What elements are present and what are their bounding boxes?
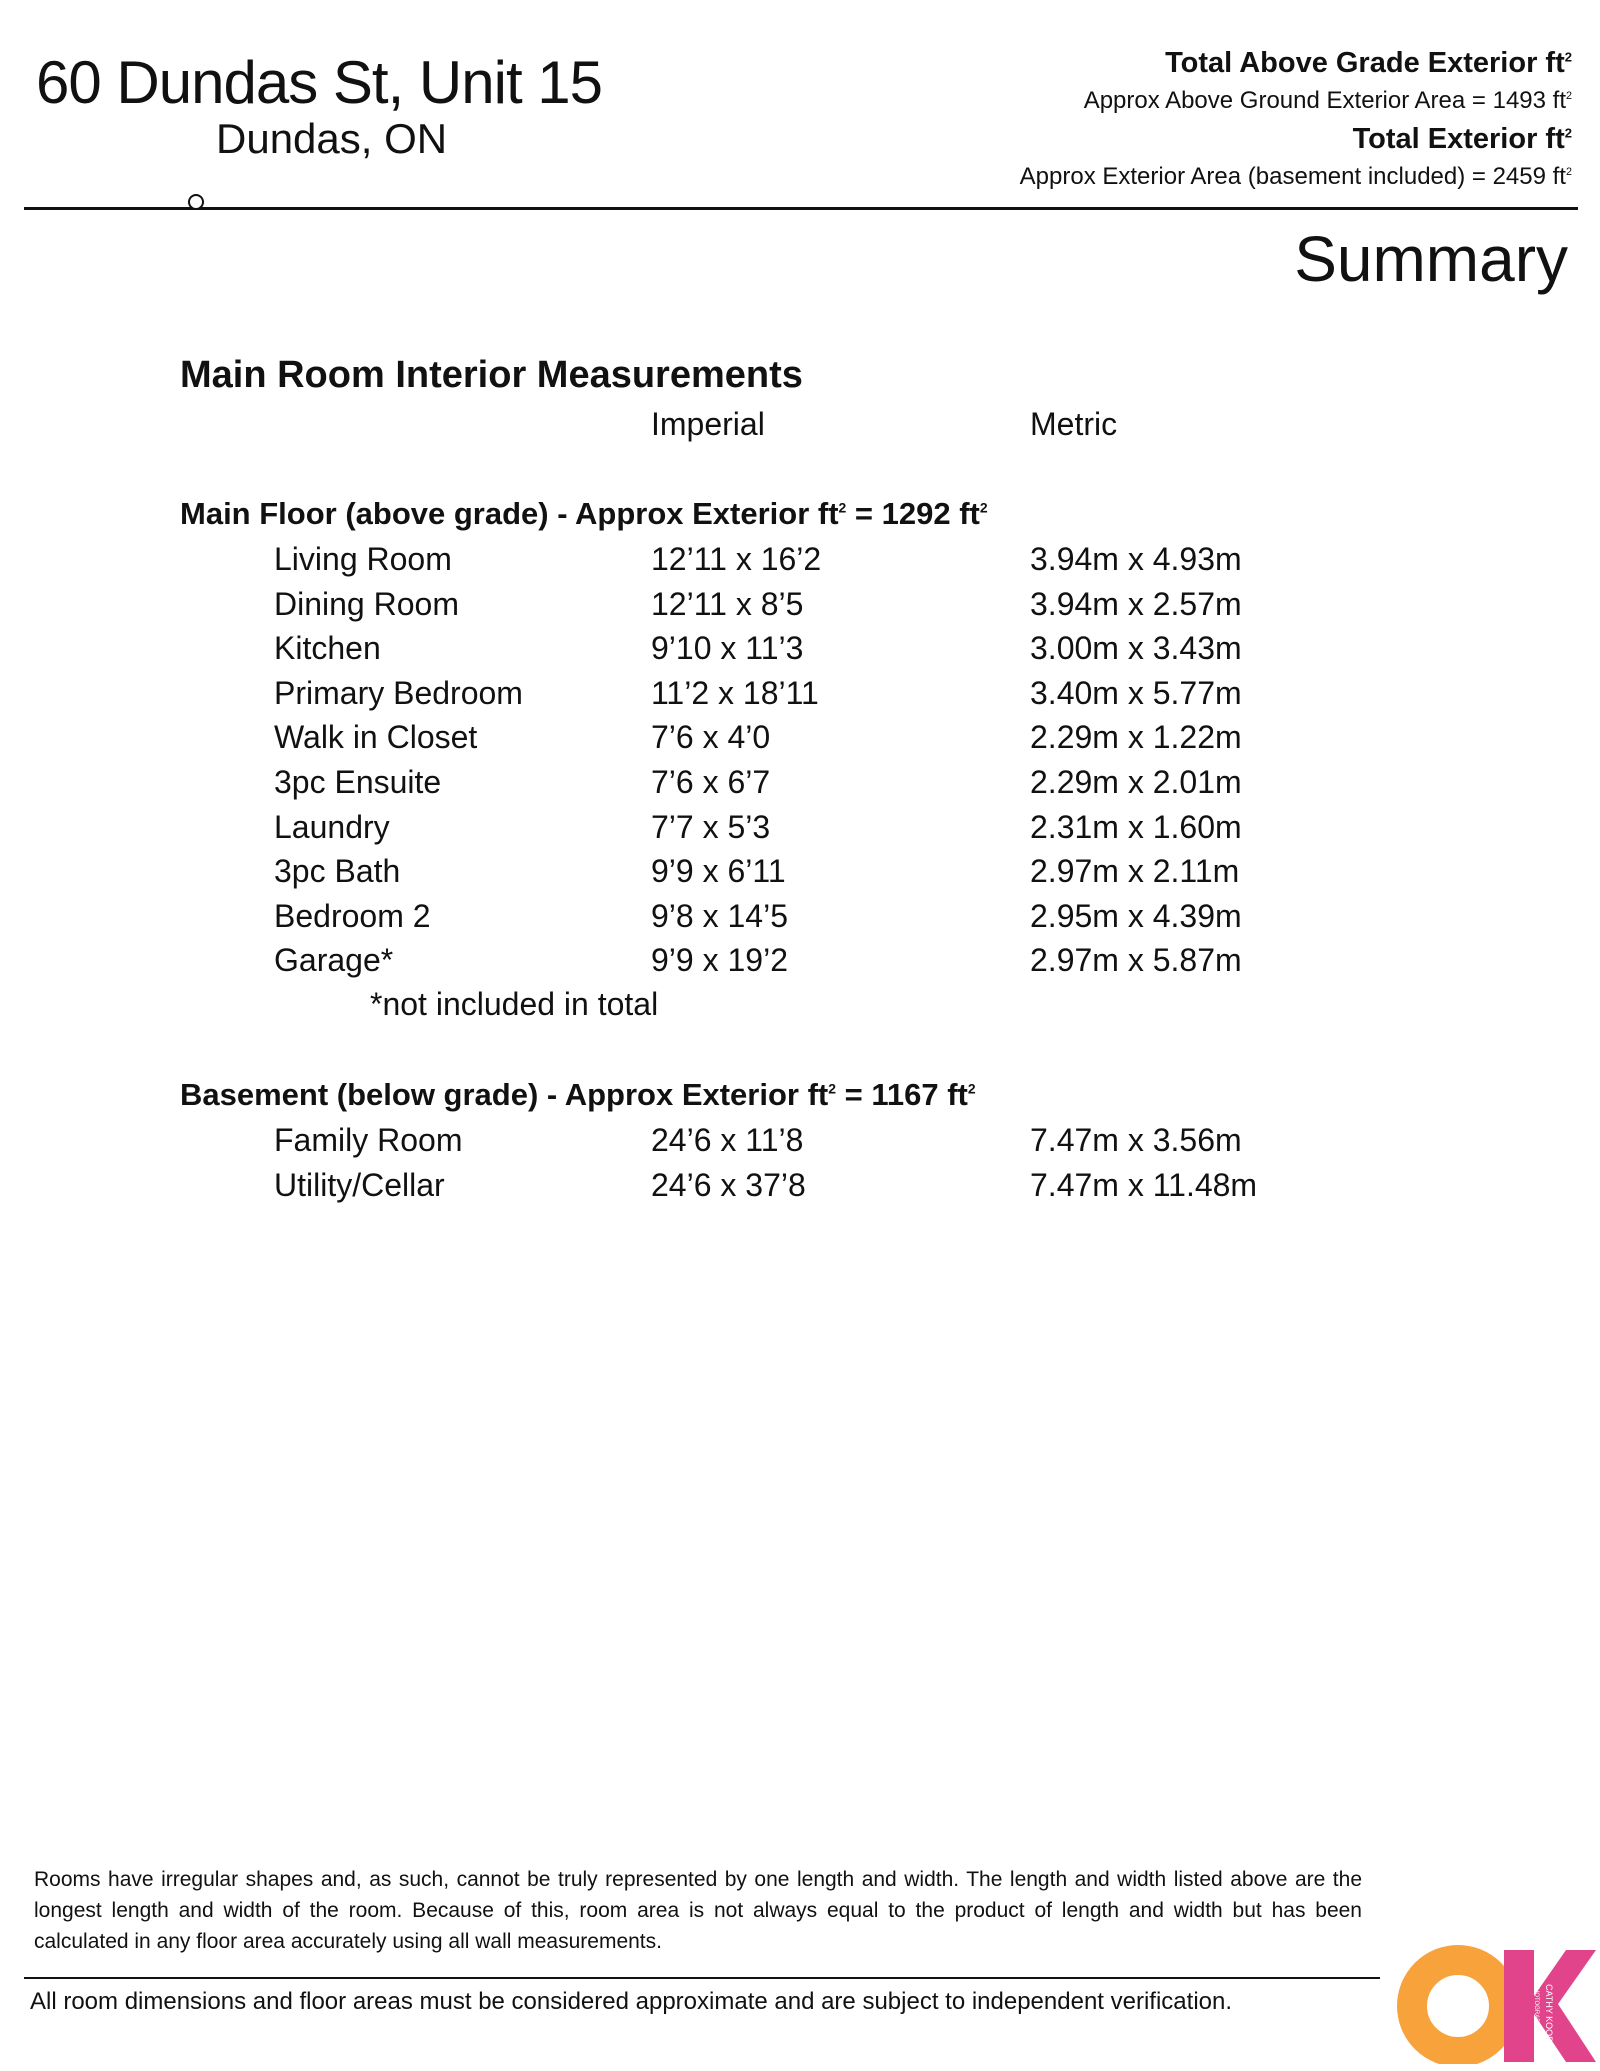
room-metric-size: 2.29m x 1.22m (1030, 719, 1242, 756)
room-name: Garage* (274, 942, 394, 979)
logo-tagline-text: PHOTOGRAPHY (1533, 1984, 1539, 2031)
room-row (0, 809, 1600, 854)
room-name: 3pc Bath (274, 853, 401, 890)
column-header-imperial: Imperial (651, 406, 765, 442)
room-row (0, 898, 1600, 943)
room-imperial-size: 7’7 x 5’3 (651, 808, 771, 845)
room-imperial-size: 7’6 x 6’7 (651, 763, 771, 800)
room-imperial-size: 7’6 x 4’0 (651, 719, 771, 756)
property-city: Dundas, ON (216, 115, 448, 162)
room-metric-size: 2.31m x 1.60m (1030, 808, 1242, 845)
logo-o-shape (1412, 1960, 1504, 2052)
above-grade-title: Total Above Grade Exterior $ft^2$ (1165, 47, 1572, 79)
room-metric-size: 7.47m x 3.56m (1030, 1122, 1242, 1158)
room-row (0, 1167, 1600, 1212)
main-floor-room-list (0, 541, 1600, 987)
room-row (0, 675, 1600, 720)
room-imperial-size: 12’11 x 16’2 (651, 541, 822, 577)
room-metric-size: 2.97m x 5.87m (1030, 942, 1242, 979)
disclaimer-text: Rooms have irregular shapes and, as such, cannot be truly represented by one length and width. The length and width listed above are the longest length and width of the room. Because of this, room area is not always equal to the product of length and width but has been calculated in any floor area accurately using all wall measurements. (34, 1868, 1362, 1953)
room-imperial-size: 11’2 x 18’11 (651, 674, 819, 711)
room-metric-size: 3.94m x 4.93m (1030, 541, 1242, 577)
room-name: Kitchen (274, 630, 381, 667)
page-title: Summary (1294, 223, 1568, 295)
room-row (0, 1122, 1600, 1167)
room-row (0, 942, 1600, 987)
room-name: Laundry (274, 808, 390, 845)
cathy-koop-logo (1396, 1944, 1596, 2064)
room-row (0, 719, 1600, 764)
room-imperial-size: 9’9 x 19’2 (651, 942, 788, 979)
room-metric-size: 3.40m x 5.77m (1030, 674, 1242, 711)
room-name: Living Room (274, 541, 452, 577)
room-metric-size: 7.47m x 11.48m (1030, 1166, 1258, 1203)
room-imperial-size: 24’6 x 11’8 (651, 1122, 804, 1158)
room-row (0, 586, 1600, 631)
garage-note: *not included in total (370, 986, 659, 1022)
room-metric-size: 3.00m x 3.43m (1030, 630, 1242, 667)
room-row (0, 541, 1600, 586)
room-row (0, 853, 1600, 898)
logo-name-text: CATHY KOOP (1544, 1984, 1554, 2043)
main-floor-heading: Main Floor (above grade) - Approx Exterior $ft^2 = 1292$ $ft^2$ (180, 496, 988, 531)
room-imperial-size: 24’6 x 37’8 (651, 1166, 806, 1203)
room-metric-size: 2.29m x 2.01m (1030, 763, 1242, 800)
room-metric-size: 2.95m x 4.39m (1030, 897, 1242, 934)
divider-dot-icon (188, 194, 204, 210)
room-metric-size: 3.94m x 2.57m (1030, 585, 1242, 622)
room-name: Utility/Cellar (274, 1166, 445, 1203)
verification-note: All room dimensions and floor areas must be considered approximate and are subject to independent verification. (30, 1988, 1233, 2015)
footer-divider (24, 1977, 1380, 1979)
property-address: 60 Dundas St, Unit 15 (36, 49, 603, 116)
room-name: Family Room (274, 1122, 463, 1158)
header-divider (24, 207, 1578, 210)
room-imperial-size: 9’8 x 14’5 (651, 897, 788, 934)
column-header-metric: Metric (1030, 406, 1118, 442)
room-metric-size: 2.97m x 2.11m (1030, 853, 1240, 890)
room-imperial-size: 9’9 x 6’11 (651, 853, 786, 890)
section-title: Main Room Interior Measurements (180, 354, 803, 396)
total-exterior-title: Total Exterior $ft^2$ (1352, 123, 1572, 155)
basement-heading: Basement (below grade) - Approx Exterior $ft^2 = 1167$ $ft^2$ (180, 1077, 976, 1112)
room-name: Dining Room (274, 585, 459, 622)
basement-room-list (0, 1122, 1600, 1211)
room-name: Walk in Closet (274, 719, 478, 756)
room-row (0, 630, 1600, 675)
area-stats (1020, 44, 1572, 196)
room-name: Primary Bedroom (274, 674, 523, 711)
room-name: 3pc Ensuite (274, 763, 442, 800)
above-grade-area: Approx Above Ground Exterior Area = 1493 $ft^2$ (1083, 87, 1572, 114)
room-imperial-size: 12’11 x 8’5 (651, 585, 804, 622)
room-name: Bedroom 2 (274, 897, 431, 934)
room-imperial-size: 9’10 x 11’3 (651, 630, 804, 667)
total-exterior-area: Approx Exterior Area (basement included) = 2459 $ft^2$ (1019, 163, 1572, 190)
room-row (0, 764, 1600, 809)
